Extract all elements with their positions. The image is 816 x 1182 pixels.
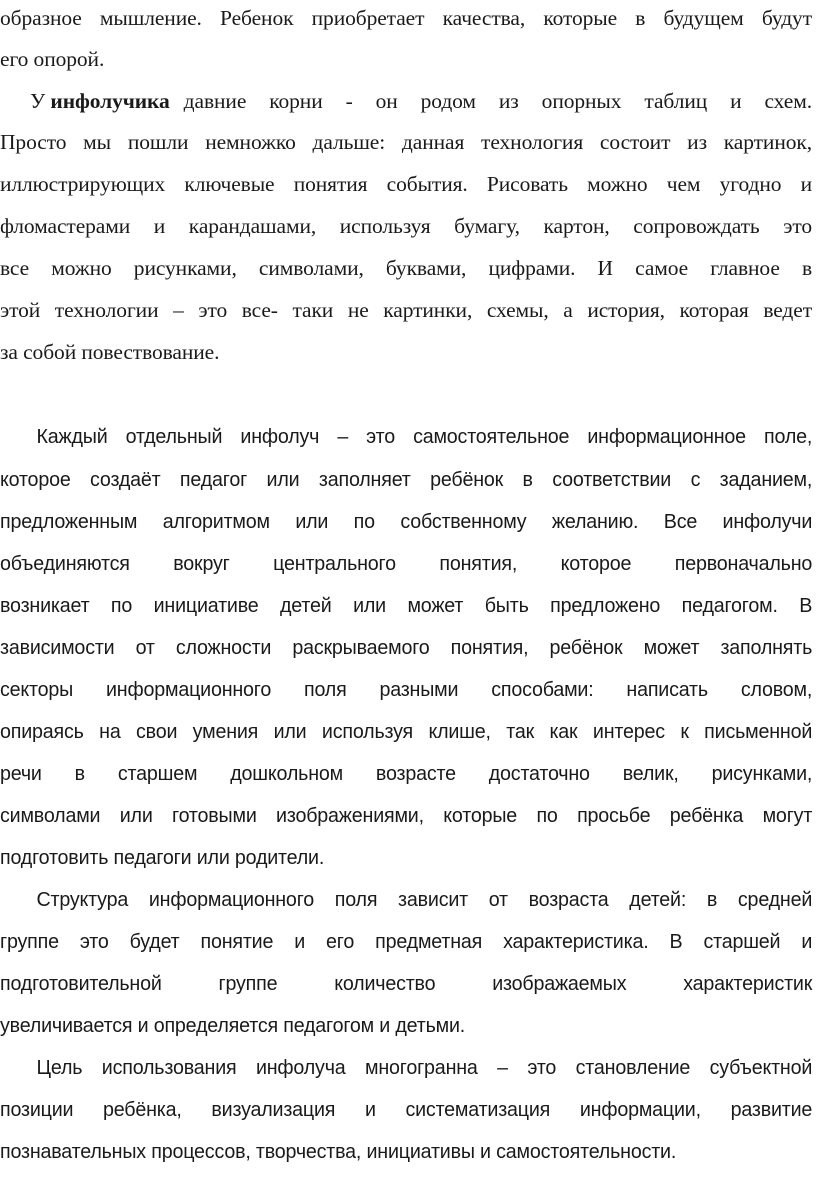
- p1-lead: У инфолучика: [30, 89, 170, 113]
- p2-line-10: символами или готовыми изображениями, которые по просьбе ребёнка могут: [0, 804, 813, 827]
- p1-line-6: этой технологии – это все- таки не картинки, схемы, а история, которая ведет: [0, 298, 812, 322]
- p2-line-2: которое создаёт педагог или заполняет ребёнок в соответствии с заданием,: [0, 468, 813, 491]
- p2-line-7: секторы информационного поля разными способами: написать словом,: [0, 678, 813, 701]
- p2-line-3: предложенным алгоритмом или по собственному желанию. Все инфолучи: [0, 510, 813, 533]
- continuation-line-1: образное мышление. Ребенок приобретает качества, которые в будущем будут: [0, 6, 812, 30]
- p1-line-5: все можно рисунками, символами, буквами, цифрами. И самое главное в: [0, 256, 812, 280]
- p2-line-9: речи в старшем дошкольном возрасте достаточно велик, рисунками,: [0, 762, 813, 785]
- p4-line-2: позиции ребёнка, визуализация и систематизация информации, развитие: [0, 1098, 813, 1121]
- p2-line-4: объединяются вокруг центрального понятия, которое первоначально: [0, 552, 813, 575]
- p3-line-2: группе это будет понятие и его предметная характеристика. В старшей и: [0, 930, 813, 953]
- p3-line-3: подготовительной группе количество изображаемых характеристик: [0, 972, 813, 995]
- p2-line-8: опираясь на свои умения или используя клише, так как интерес к письменной: [0, 720, 813, 743]
- p1-line-3: иллюстрирующих ключевые понятия события. Рисовать можно чем угодно и: [0, 172, 812, 196]
- p1-line-1: [0, 89, 812, 114]
- p2-line-6: зависимости от сложности раскрываемого понятия, ребёнок может заполнять: [0, 636, 813, 659]
- p1-line-4: фломастерами и карандашами, используя бумагу, картон, сопровождать это: [0, 214, 812, 238]
- p1-term: инфолучика: [50, 89, 170, 113]
- p2-line-1: Каждый отдельный инфолуч – это самостоятельное информационное поле,: [36, 425, 813, 448]
- p2-line-11: подготовить педагоги или родители.: [0, 846, 325, 869]
- p3-line-1: Структура информационного поля зависит от возраста детей: в средней: [36, 888, 813, 911]
- p1-line-1-rest: давние корни - он родом из опорных таблиц и схем.: [183, 89, 812, 113]
- p3-line-4: увеличивается и определяется педагогом и детьми.: [0, 1014, 466, 1037]
- p2-line-5: возникает по инициативе детей или может быть предложено педагогом. В: [0, 594, 813, 617]
- p1-line-2: Просто мы пошли немножко дальше: данная технология состоит из картинок,: [0, 130, 812, 154]
- p4-line-3: познавательных процессов, творчества, инициативы и самостоятельности.: [0, 1140, 677, 1163]
- p1-line-7: за собой повествование.: [0, 340, 220, 364]
- p4-line-1: Цель использования инфолуча многогранна – это становление субъектной: [36, 1056, 813, 1079]
- continuation-line-2: его опорой.: [0, 47, 105, 71]
